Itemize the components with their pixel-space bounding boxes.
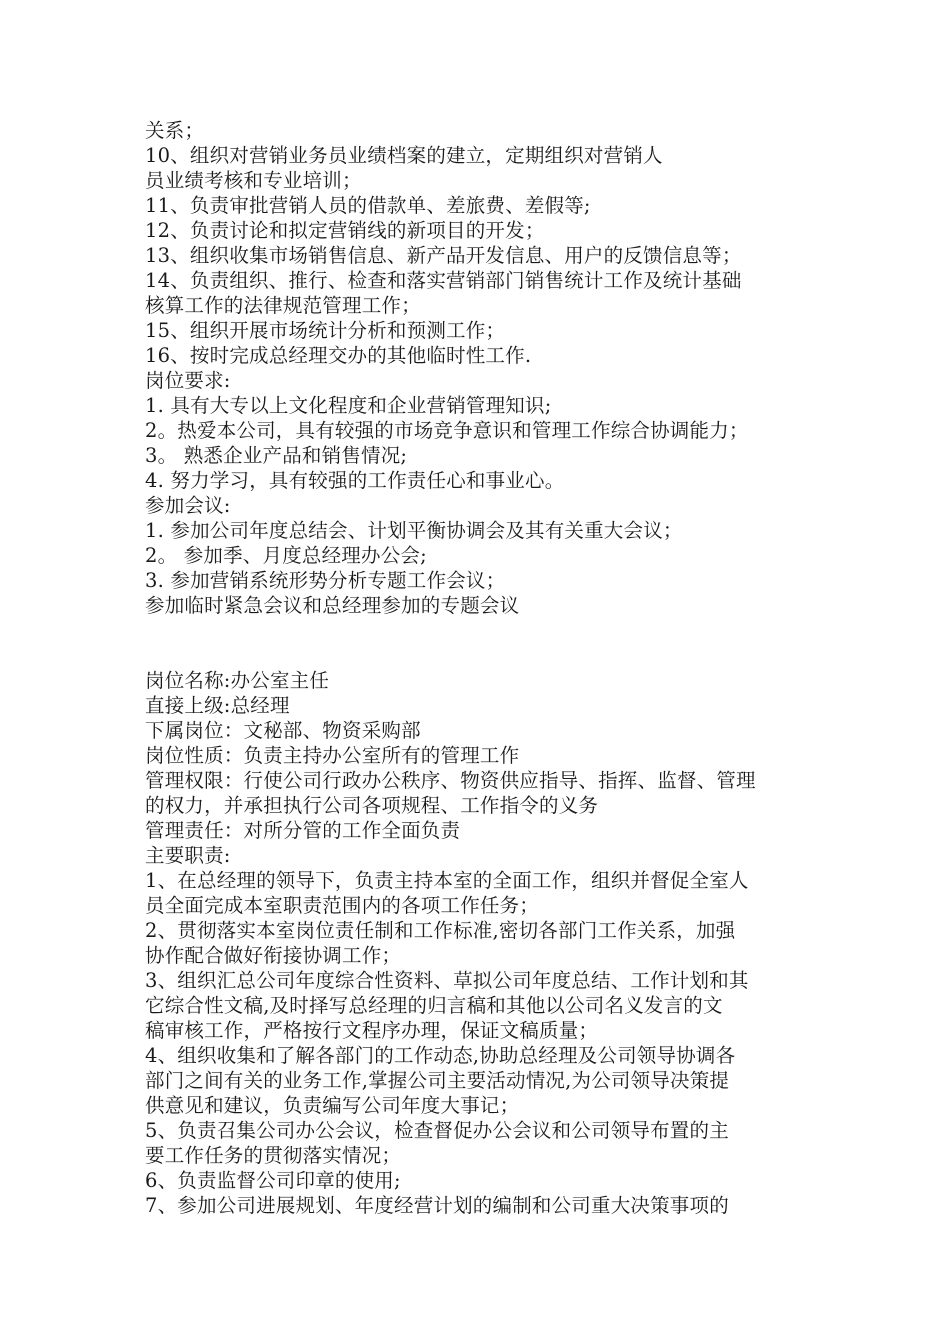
text-line: 14、负责组织、推行、检查和落实营销部门销售统计工作及统计基础: [145, 269, 742, 292]
text-line: 3、组织汇总公司年度综合性资料、草拟公司年度总结、工作计划和其: [145, 969, 749, 992]
text-line: 协作配合做好衔接协调工作；: [145, 944, 402, 967]
text-line: 4、组织收集和了解各部门的工作动态,协助总经理及公司领导协调各: [145, 1044, 736, 1067]
text-line: 下属岗位：文秘部、物资采购部: [145, 719, 421, 742]
text-line: 岗位性质：负责主持办公室所有的管理工作: [145, 744, 520, 767]
text-line: 6、负责监督公司印章的使用;: [145, 1169, 401, 1192]
text-line: 1. 参加公司年度总结会、计划平衡协调会及其有关重大会议；: [145, 519, 683, 542]
text-line: 1、在总经理的领导下，负责主持本室的全面工作，组织并督促全室人: [145, 869, 749, 892]
text-line: 直接上级:总经理: [145, 694, 290, 717]
text-line: 它综合性文稿,及时择写总经理的归言稿和其他以公司名义发言的文: [145, 994, 723, 1017]
text-line: 4. 努力学习，具有较强的工作责任心和事业心。: [145, 469, 565, 492]
text-line: 主要职责:: [145, 844, 231, 867]
text-line: 2。 参加季、月度总经理办公会;: [145, 544, 427, 567]
office-director-section: [145, 668, 815, 1218]
text-line: 管理权限：行使公司行政办公秩序、物资供应指导、指挥、监督、管理: [145, 769, 756, 792]
text-line: 核算工作的法律规范管理工作；: [145, 294, 421, 317]
text-line: 16、按时完成总经理交办的其他临时性工作.: [145, 344, 532, 367]
text-line: 岗位要求:: [145, 369, 231, 392]
document-body: [145, 118, 815, 1218]
text-line: 11、负责审批营销人员的借款单、差旅费、差假等;: [145, 194, 591, 217]
text-line: 参加会议:: [145, 494, 231, 517]
text-line: 12、负责讨论和拟定营销线的新项目的开发；: [145, 219, 545, 242]
text-line: 岗位名称:办公室主任: [145, 669, 330, 692]
text-line: 2、贯彻落实本室岗位责任制和工作标准,密切各部门工作关系，加强: [145, 919, 736, 942]
text-line: 7、参加公司进展规划、年度经营计划的编制和公司重大决策事项的: [145, 1194, 729, 1217]
text-line: 2。热爱本公司，具有较强的市场竞争意识和管理工作综合协调能力；: [145, 419, 749, 442]
text-line: 13、组织收集市场销售信息、新产品开发信息、用户的反馈信息等；: [145, 244, 742, 267]
text-line: 员业绩考核和专业培训；: [145, 169, 362, 192]
text-line: 3。 熟悉企业产品和销售情况;: [145, 444, 408, 467]
text-line: 10、组织对营销业务员业绩档案的建立，定期组织对营销人: [145, 144, 663, 167]
text-line: 管理责任：对所分管的工作全面负责: [145, 819, 461, 842]
text-line: 3. 参加营销系统形势分析专题工作会议；: [145, 569, 506, 592]
text-line: 员全面完成本室职责范围内的各项工作任务；: [145, 894, 540, 917]
text-line: 15、组织开展市场统计分析和预测工作；: [145, 319, 506, 342]
text-line: 关系；: [145, 119, 205, 142]
text-line: 要工作任务的贯彻落实情况；: [145, 1144, 402, 1167]
text-line: 1. 具有大专以上文化程度和企业营销管理知识;: [145, 394, 552, 417]
text-line: 参加临时紧急会议和总经理参加的专题会议: [145, 594, 520, 617]
text-line: 部门之间有关的业务工作,掌握公司主要活动情况,为公司领导决策提: [145, 1069, 730, 1092]
text-line: 供意见和建议，负责编写公司年度大事记；: [145, 1094, 520, 1117]
section-gap: [145, 618, 815, 668]
text-line: 稿审核工作，严格按行文程序办理，保证文稿质量；: [145, 1019, 599, 1042]
text-line: 5、负责召集公司办公会议，检查督促办公会议和公司领导布置的主: [145, 1119, 729, 1142]
text-line: 的权力，并承担执行公司各项规程、工作指令的义务: [145, 794, 599, 817]
sales-manager-duties-section: [145, 118, 815, 618]
